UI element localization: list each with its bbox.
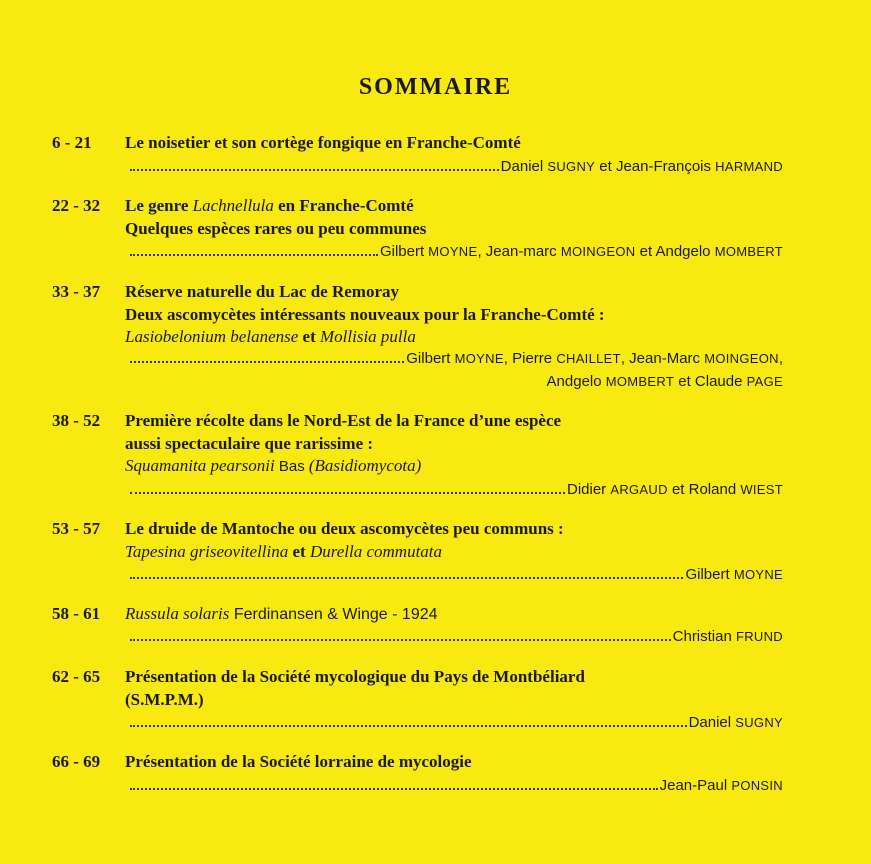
authors: Christian FRUND [672, 628, 783, 645]
authors: Didier ARGAUD et Roland WIEST [567, 481, 783, 498]
article-title-line3: Lasiobelonium belanense et Mollisia pulla [125, 327, 416, 346]
article-title-line2: Quelques espèces rares ou peu communes [125, 219, 427, 238]
author-line [130, 714, 783, 731]
article-title: Présentation de la Société lorraine de mycologie [125, 752, 472, 771]
authors: Gilbert MOYNE, Jean-marc MOINGEON et Andgelo MOMBERT [379, 243, 783, 260]
page-range: 6 - 21 [52, 133, 92, 152]
leader-dots [130, 360, 404, 363]
leader-dots [130, 168, 499, 171]
page-range: 22 - 32 [52, 196, 101, 215]
leader-dots [130, 724, 687, 727]
article-title-line2: Deux ascomycètes intéressants nouveaux pour la Franche-Comté : [125, 305, 605, 324]
article-title-line2: aussi spectaculaire que rarissime : [125, 434, 374, 453]
author-line [130, 566, 783, 583]
authors: Gilbert MOYNE [685, 566, 783, 583]
article-title-line3: Squamanita pearsonii Bas (Basidiomycota) [125, 456, 422, 475]
page-range: 66 - 69 [52, 752, 101, 771]
authors: Daniel SUGNY et Jean-François HARMAND [500, 158, 783, 175]
author-line [130, 350, 783, 367]
author-line [130, 243, 783, 260]
authors: Jean-Paul PONSIN [659, 777, 783, 794]
page-range: 62 - 65 [52, 667, 101, 686]
author-line [130, 628, 783, 645]
page-range: 58 - 61 [52, 604, 101, 623]
article-title: Russula solaris Ferdinansen & Winge - 1924 [125, 604, 438, 623]
article-title: Le genre Lachnellula en Franche-Comté [125, 196, 414, 215]
article-title: Première récolte dans le Nord-Est de la France d’une espèce [125, 411, 562, 430]
page-range: 53 - 57 [52, 519, 101, 538]
article-title-line2: Tapesina griseovitellina et Durella commutata [125, 542, 443, 561]
leader-dots [130, 576, 683, 579]
page-range: 33 - 37 [52, 282, 101, 301]
author-line [130, 481, 783, 498]
authors-continued: Andgelo MOMBERT et Claude PAGE [546, 373, 783, 390]
article-title: Réserve naturelle du Lac de Remoray [125, 282, 399, 301]
authors: Gilbert MOYNE, Pierre CHAILLET, Jean-Marc MOINGEON, [406, 350, 783, 367]
article-title: Le noisetier et son cortège fongique en Franche-Comté [125, 133, 521, 152]
article-title-line2: (S.M.P.M.) [125, 690, 204, 709]
page-title: SOMMAIRE [358, 74, 513, 100]
leader-dots [130, 638, 671, 641]
leader-dots [130, 253, 378, 256]
leader-dots [130, 491, 565, 494]
article-title: Présentation de la Société mycologique du Pays de Montbéliard [125, 667, 585, 686]
article-title: Le druide de Mantoche ou deux ascomycètes peu communs : [125, 519, 564, 538]
author-line [130, 777, 783, 794]
author-line [130, 158, 783, 175]
authors: Daniel SUGNY [688, 714, 783, 731]
leader-dots [130, 787, 658, 790]
page-range: 38 - 52 [52, 411, 101, 430]
